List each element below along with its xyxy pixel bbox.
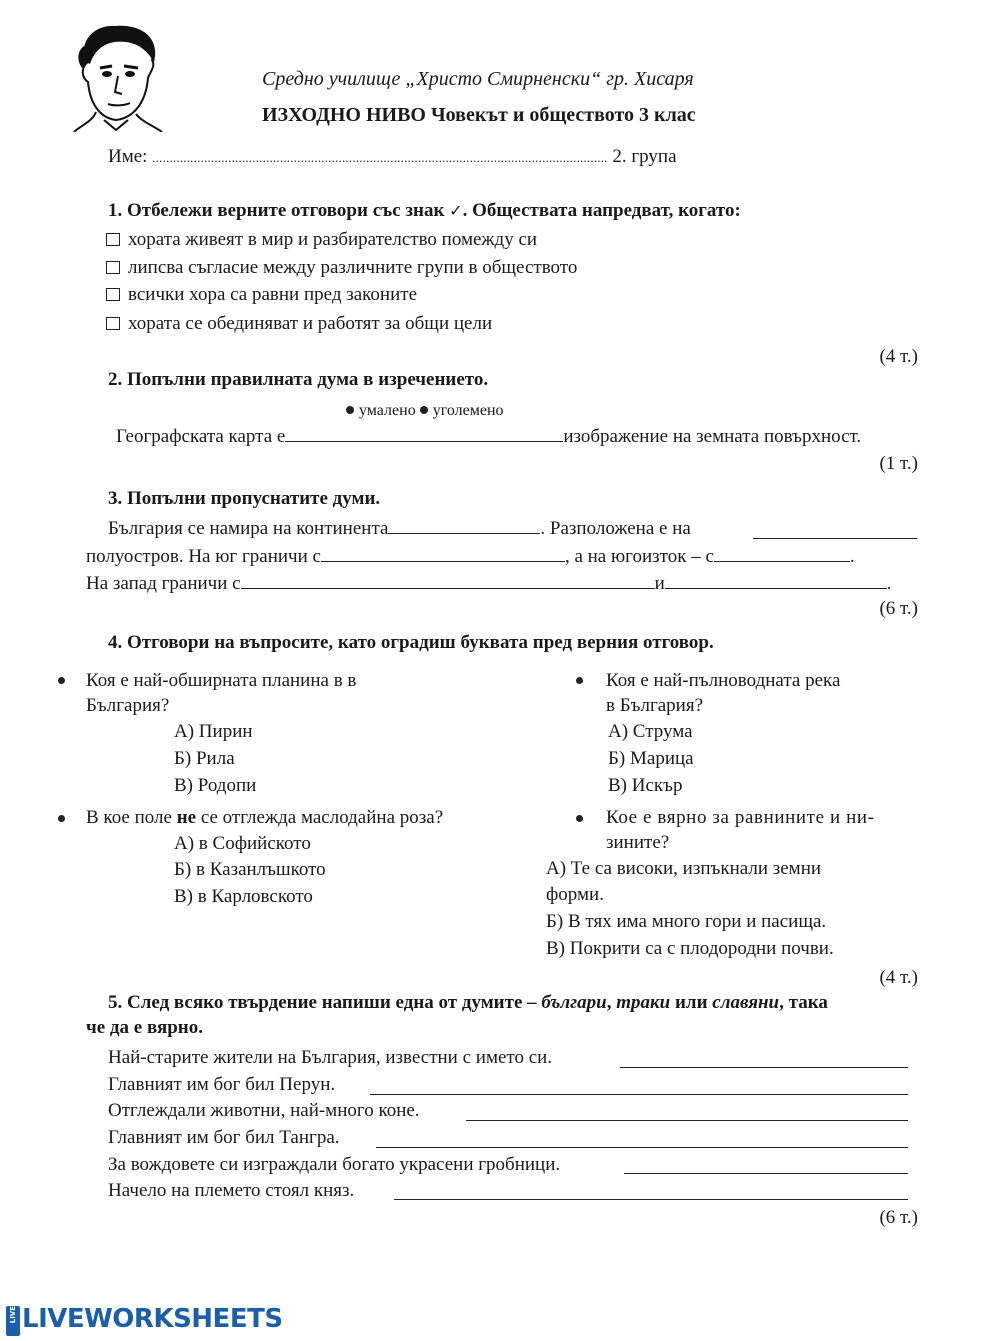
q5-item-6: Начело на племето стоял княз. <box>108 1180 355 1201</box>
q5-comma: , <box>606 992 612 1013</box>
q5-item-2: Главният им бог бил Перун. <box>108 1074 336 1095</box>
q2-choice-1: умалено <box>359 402 416 419</box>
q5-answer-3[interactable] <box>466 1119 908 1121</box>
q4b-option-c[interactable]: В) Искър <box>608 775 683 796</box>
q4b-option-a[interactable]: А) Струма <box>608 721 693 742</box>
q5-answer-5[interactable] <box>624 1172 908 1174</box>
q5-item-3: Отглеждали животни, най-много коне. <box>108 1100 420 1121</box>
q4d-question-2: зините? <box>606 832 670 853</box>
q3-blank-southeast[interactable] <box>714 546 850 562</box>
q1-option-label: хората живеят в мир и разбирателство помежду си <box>128 229 538 250</box>
q3-blank-west-2[interactable] <box>665 573 887 589</box>
q5-title <box>108 992 828 1014</box>
q5-title-text: 5. След всяко твърдение напиши една от думите – <box>108 992 537 1013</box>
q5-answer-2[interactable] <box>370 1093 908 1095</box>
q2-title: 2. Попълни правилната дума в изречението. <box>108 369 489 390</box>
q4a-question-2: България? <box>86 695 170 716</box>
q3-text: полуостров. На юг граничи с <box>86 546 321 567</box>
q5-word-bulgari: българи <box>541 992 607 1013</box>
q4d-question-1: Кое е вярно за равнините и ни- <box>606 807 875 828</box>
q4a-question-1: Коя е най-обширната планина в в <box>86 670 357 691</box>
q3-blank-west-1[interactable] <box>241 573 655 589</box>
q5-title-cont: че да е вярно. <box>86 1017 203 1038</box>
q4c-text: В кое поле <box>86 807 172 828</box>
checkmark-icon: ✓ <box>449 201 463 220</box>
q4b-question-1: Коя е най-пълноводната река <box>606 670 841 691</box>
q5-item-5: За вождовете си изграждали богато украсени гробници. <box>108 1154 561 1175</box>
q2-before: Географската карта е <box>116 426 286 447</box>
q4c-emphasis: не <box>176 807 197 828</box>
q2-choice-2: уголемено <box>432 402 504 419</box>
q3-line-3 <box>86 573 892 595</box>
q2-points: (1 т.) <box>879 453 918 474</box>
live-badge-icon <box>6 1306 20 1336</box>
q4c-option-c[interactable]: В) в Карловското <box>174 886 313 907</box>
q3-line-2 <box>86 546 855 568</box>
checkbox-icon[interactable] <box>106 261 120 274</box>
checkbox-icon[interactable] <box>106 317 120 330</box>
q4-points: (4 т.) <box>879 967 918 988</box>
q3-text: , а на югоизток – с <box>564 546 714 567</box>
q2-choices <box>346 402 504 420</box>
q3-text: България се намира на континента <box>108 518 389 539</box>
q2-blank[interactable] <box>285 426 563 442</box>
q5-word-slavyani: славяни <box>712 992 780 1013</box>
school-name: Средно училище „Христо Смирненски“ гр. Хисаря <box>262 68 694 90</box>
q1-option-label: липсва съгласие между различните групи в обществото <box>128 257 578 278</box>
bullet-icon <box>420 406 428 414</box>
q3-text: . Разположена е на <box>540 518 691 539</box>
q5-answer-4[interactable] <box>376 1146 908 1148</box>
q4d-option-a[interactable]: А) Те са високи, изпъкнали земни <box>546 858 822 879</box>
name-dots[interactable]: .................................................................................................................................... <box>152 150 608 165</box>
q4-title: 4. Отговори на въпросите, като оградиш буквата пред верния отговор. <box>108 632 714 653</box>
q5-points: (6 т.) <box>879 1207 918 1228</box>
page-title: ИЗХОДНО НИВО Човекът и обществото 3 клас <box>262 104 696 126</box>
q4d-option-b[interactable]: Б) В тях има много гори и пасища. <box>546 911 827 932</box>
q3-text: . <box>849 546 855 567</box>
q5-answer-1[interactable] <box>620 1066 908 1068</box>
name-row <box>108 146 677 168</box>
q3-blank-peninsula[interactable] <box>753 537 917 539</box>
q1-title <box>108 200 741 222</box>
q1-option-4[interactable] <box>106 313 492 335</box>
q4a-option-a[interactable]: А) Пирин <box>174 721 253 742</box>
live-badge-text: LIVE <box>9 1306 17 1324</box>
q4b-question-2: в България? <box>606 695 704 716</box>
q1-option-2[interactable] <box>106 257 577 279</box>
q3-text: и <box>654 573 665 594</box>
q4a-option-b[interactable]: Б) Рила <box>174 748 235 769</box>
q1-title-pre: 1. Отбележи верните отговори със знак <box>108 200 445 221</box>
q5-or: или <box>674 992 708 1013</box>
checkbox-icon[interactable] <box>106 233 120 246</box>
q3-text: На запад граничи с <box>86 573 241 594</box>
q5-item-4: Главният им бог бил Тангра. <box>108 1127 340 1148</box>
q1-option-label: всички хора са равни пред законите <box>128 284 418 305</box>
q3-title: 3. Попълни пропуснатите думи. <box>108 488 381 509</box>
portrait-image <box>66 22 166 132</box>
bullet-icon <box>346 406 354 414</box>
q5-title-text: , така <box>779 992 828 1013</box>
checkbox-icon[interactable] <box>106 288 120 301</box>
liveworksheets-footer <box>0 1301 1000 1341</box>
q4d-option-a-cont: форми. <box>546 884 604 905</box>
name-label: Име: <box>108 146 148 167</box>
q1-option-3[interactable] <box>106 284 417 306</box>
q5-item-1: Най-старите жители на България, известни с името си. <box>108 1047 553 1068</box>
bullet-icon <box>58 815 65 822</box>
brand-name[interactable]: LIVEWORKSHEETS <box>22 1304 283 1334</box>
q4c-option-b[interactable]: Б) в Казанлъшкото <box>174 859 326 880</box>
group-label: 2. група <box>612 146 677 167</box>
q5-answer-6[interactable] <box>394 1198 908 1200</box>
q4b-option-b[interactable]: Б) Марица <box>608 748 694 769</box>
q3-points: (6 т.) <box>879 598 918 619</box>
q5-word-traki: траки <box>616 992 671 1013</box>
q3-text: . <box>886 573 892 594</box>
q1-option-label: хората се обединяват и работят за общи цели <box>128 313 493 334</box>
q2-sentence <box>116 426 861 448</box>
q3-line-1 <box>108 518 691 540</box>
bullet-icon <box>576 815 583 822</box>
q2-after: изображение на земната повърхност. <box>563 426 862 447</box>
q4c-option-a[interactable]: А) в Софийското <box>174 833 311 854</box>
q4d-option-c[interactable]: В) Покрити са с плодородни почви. <box>546 938 834 959</box>
q1-points: (4 т.) <box>879 346 918 367</box>
bullet-icon <box>576 677 583 684</box>
q4a-option-c[interactable]: В) Родопи <box>174 775 257 796</box>
q4c-text: се отглежда маслодайна роза? <box>200 807 444 828</box>
q1-title-post: . Обществата напредват, когато: <box>462 200 741 221</box>
q1-option-1[interactable] <box>106 229 537 251</box>
q4c-question <box>86 807 443 829</box>
q3-blank-south[interactable] <box>321 546 565 562</box>
q3-blank-continent[interactable] <box>388 518 540 534</box>
bullet-icon <box>58 677 65 684</box>
